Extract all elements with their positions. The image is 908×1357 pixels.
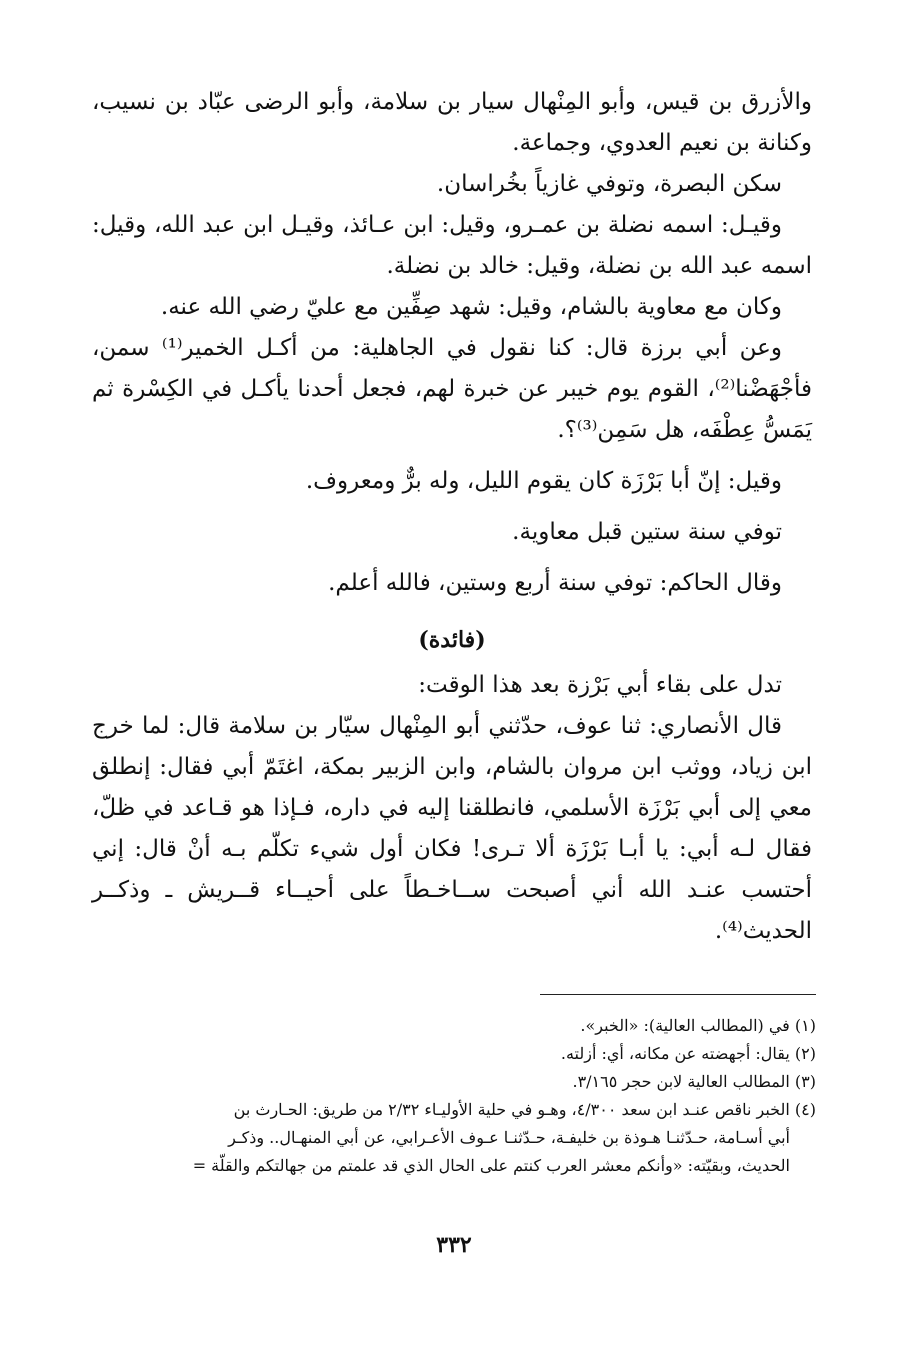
paragraph: وقيل: إنّ أبا بَرْزَة كان يقوم الليل، وله برٌّ ومعروف. [305, 468, 782, 494]
footnote: (٣) المطالب العالية لابن حجر ٣/١٦٥. [572, 1072, 816, 1091]
paragraph: توفي سنة ستين قبل معاوية. [512, 519, 782, 545]
footnote-separator [540, 994, 816, 995]
paragraph: والأزرق بن قيس، وأبو المِنْهال سيار بن سلامة، وأبو الرضى عبّاد بن نسيب، وكنانة بن نعيم العدوي، وجماعة. [92, 89, 812, 156]
footnotes [92, 1012, 816, 1180]
paragraph: وعن أبي برزة قال: كنا نقول في الجاهلية: من أكـل الخمير⁽¹⁾ سمن، فأجْهَضْنا⁽²⁾، القوم يوم خيبر عن خبرة لهم، فجعل أحدنا يأكـل في الكِسْرة ثم يَمَسُّ عِطْفَه، هل سَمِن⁽³⁾؟. [92, 335, 812, 443]
footnote-continuation: الحديث، وبقيّته: «وأنكم معشر العرب كنتم على الحال الذي قد علمتم من جهالتكم والقلّة = [192, 1156, 790, 1175]
footnote: (١) في (المطالب العالية): «الخبر». [580, 1016, 816, 1035]
section-heading: (فائدة) [418, 627, 486, 653]
page-number: ٣٣٢ [436, 1232, 472, 1258]
footnote: (٤) الخبر ناقص عنـد ابن سعد ٤/٣٠٠، وهـو في حلية الأوليـاء ٢/٣٢ من طريق: الحـارث بن [233, 1100, 816, 1119]
main-text [92, 82, 812, 952]
paragraph: وكان مع معاوية بالشام، وقيل: شهد صِفِّين مع عليّ رضي الله عنه. [160, 294, 782, 320]
paragraph: تدل على بقاء أبي بَرْزة بعد هذا الوقت: [418, 672, 782, 698]
paragraph: سكن البصرة، وتوفي غازياً بخُراسان. [436, 171, 782, 197]
paragraph: وقيـل: اسمه نضلة بن عمـرو، وقيل: ابن عـائذ، وقيـل ابن عبد الله، وقيل: اسمه عبد الله بن نضلة، وقيل: خالد بن نضلة. [92, 212, 812, 279]
paragraph: وقال الحاكم: توفي سنة أربع وستين، فالله أعلم. [328, 570, 782, 596]
footnote-continuation: أبي أسـامة، حـدّثنـا هـوذة بن خليفـة، حـدّثنـا عـوف الأعـرابي، عن أبي المنهـال.. وذكـر [228, 1128, 790, 1147]
paragraph: قال الأنصاري: ثنا عوف، حدّثني أبو المِنْهال سيّار بن سلامة قال: لما خرج ابن زياد، ووثب ابن مروان بالشام، وابن الزبير بمكة، اغتَمّ أبي فقال: إنطلق معي إلى أبي بَرْزَة الأسلمي، فانطلقنا إليه في داره، فـإذا هو قـاعد في ظلّ، فقال لـه أبي: يا أبـا بَرْزَة ألا تـرى! فكان أول شيء تكلّم بـه أنْ قال: إني أحتسب عنـد الله أني أصبحت ســاخـطاً على أحيــاء قــريش ـ وذكــر الحديث⁽⁴⁾. [92, 713, 812, 944]
footnote: (٢) يقال: أجهضته عن مكانه، أي: أزلته. [560, 1044, 816, 1063]
